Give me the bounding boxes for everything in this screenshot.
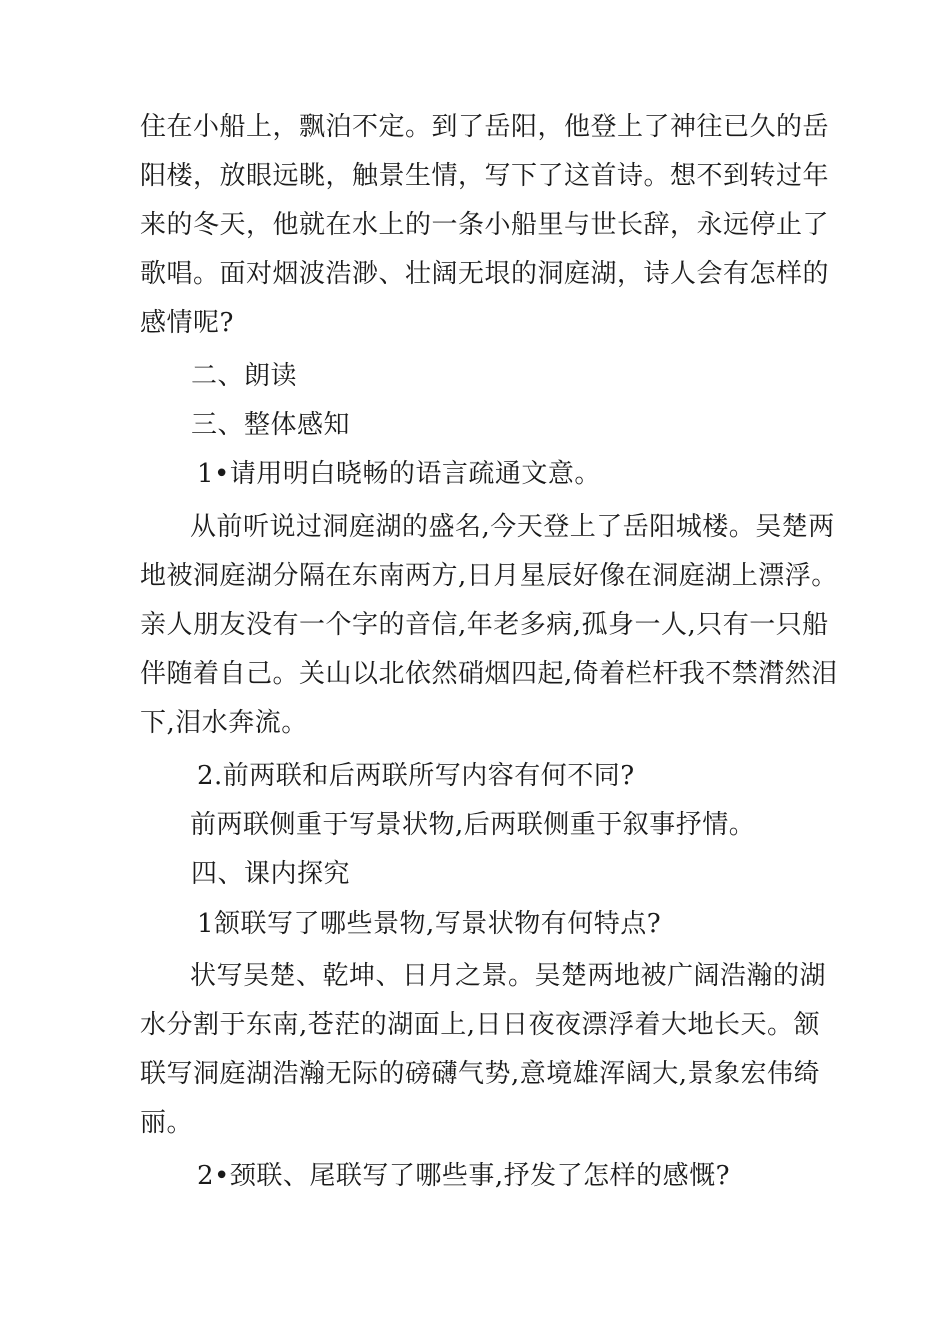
answer-line: 亲人朋友没有一个字的音信,年老多病,孤身一人,只有一只船 <box>140 610 829 640</box>
intro-line: 阳楼，放眼远眺，触景生情，写下了这首诗。想不到转过年 <box>140 161 830 191</box>
answer-line: 地被洞庭湖分隔在东南两方,日月星辰好像在洞庭湖上漂浮。 <box>140 561 838 591</box>
intro-line: 感情呢? <box>140 308 234 338</box>
answer-line: 下,泪水奔流。 <box>140 708 308 738</box>
intro-line: 来的冬天，他就在水上的一条小船里与世长辞，永远停止了 <box>140 210 830 240</box>
intro-line: 歌唱。面对烟波浩渺、壮阔无垠的洞庭湖，诗人会有怎样的 <box>140 259 830 289</box>
section-heading-inquiry: 四、课内探究 <box>191 859 351 889</box>
answer-2: 前两联侧重于写景状物,后两联侧重于叙事抒情。 <box>190 810 756 840</box>
section-heading-overall: 三、整体感知 <box>191 410 351 440</box>
question-2: 2.前两联和后两联所写内容有何不同? <box>197 761 635 791</box>
answer-line: 伴随着自己。关山以北依然硝烟四起,倚着栏杆我不禁潸然泪 <box>140 659 838 689</box>
answer-line: 状写吴楚、乾坤、日月之景。吴楚两地被广阔浩瀚的湖 <box>190 961 827 991</box>
question-3: 1颔联写了哪些景物,写景状物有何特点? <box>197 909 662 939</box>
answer-line: 丽。 <box>140 1108 194 1138</box>
intro-line: 住在小船上，飘泊不定。到了岳阳，他登上了神往已久的岳 <box>140 112 830 142</box>
section-heading-reading: 二、朗读 <box>191 361 298 391</box>
question-1: 1•请用明白晓畅的语言疏通文意。 <box>197 459 601 489</box>
answer-line: 水分割于东南,苍茫的湖面上,日日夜夜漂浮着大地长天。颔 <box>140 1010 821 1040</box>
question-4: 2•颈联、尾联写了哪些事,抒发了怎样的感慨? <box>197 1161 731 1191</box>
answer-line: 从前听说过洞庭湖的盛名,今天登上了岳阳城楼。吴楚两 <box>190 512 835 542</box>
answer-line: 联写洞庭湖浩瀚无际的磅礴气势,意境雄浑阔大,景象宏伟绮 <box>140 1059 821 1089</box>
